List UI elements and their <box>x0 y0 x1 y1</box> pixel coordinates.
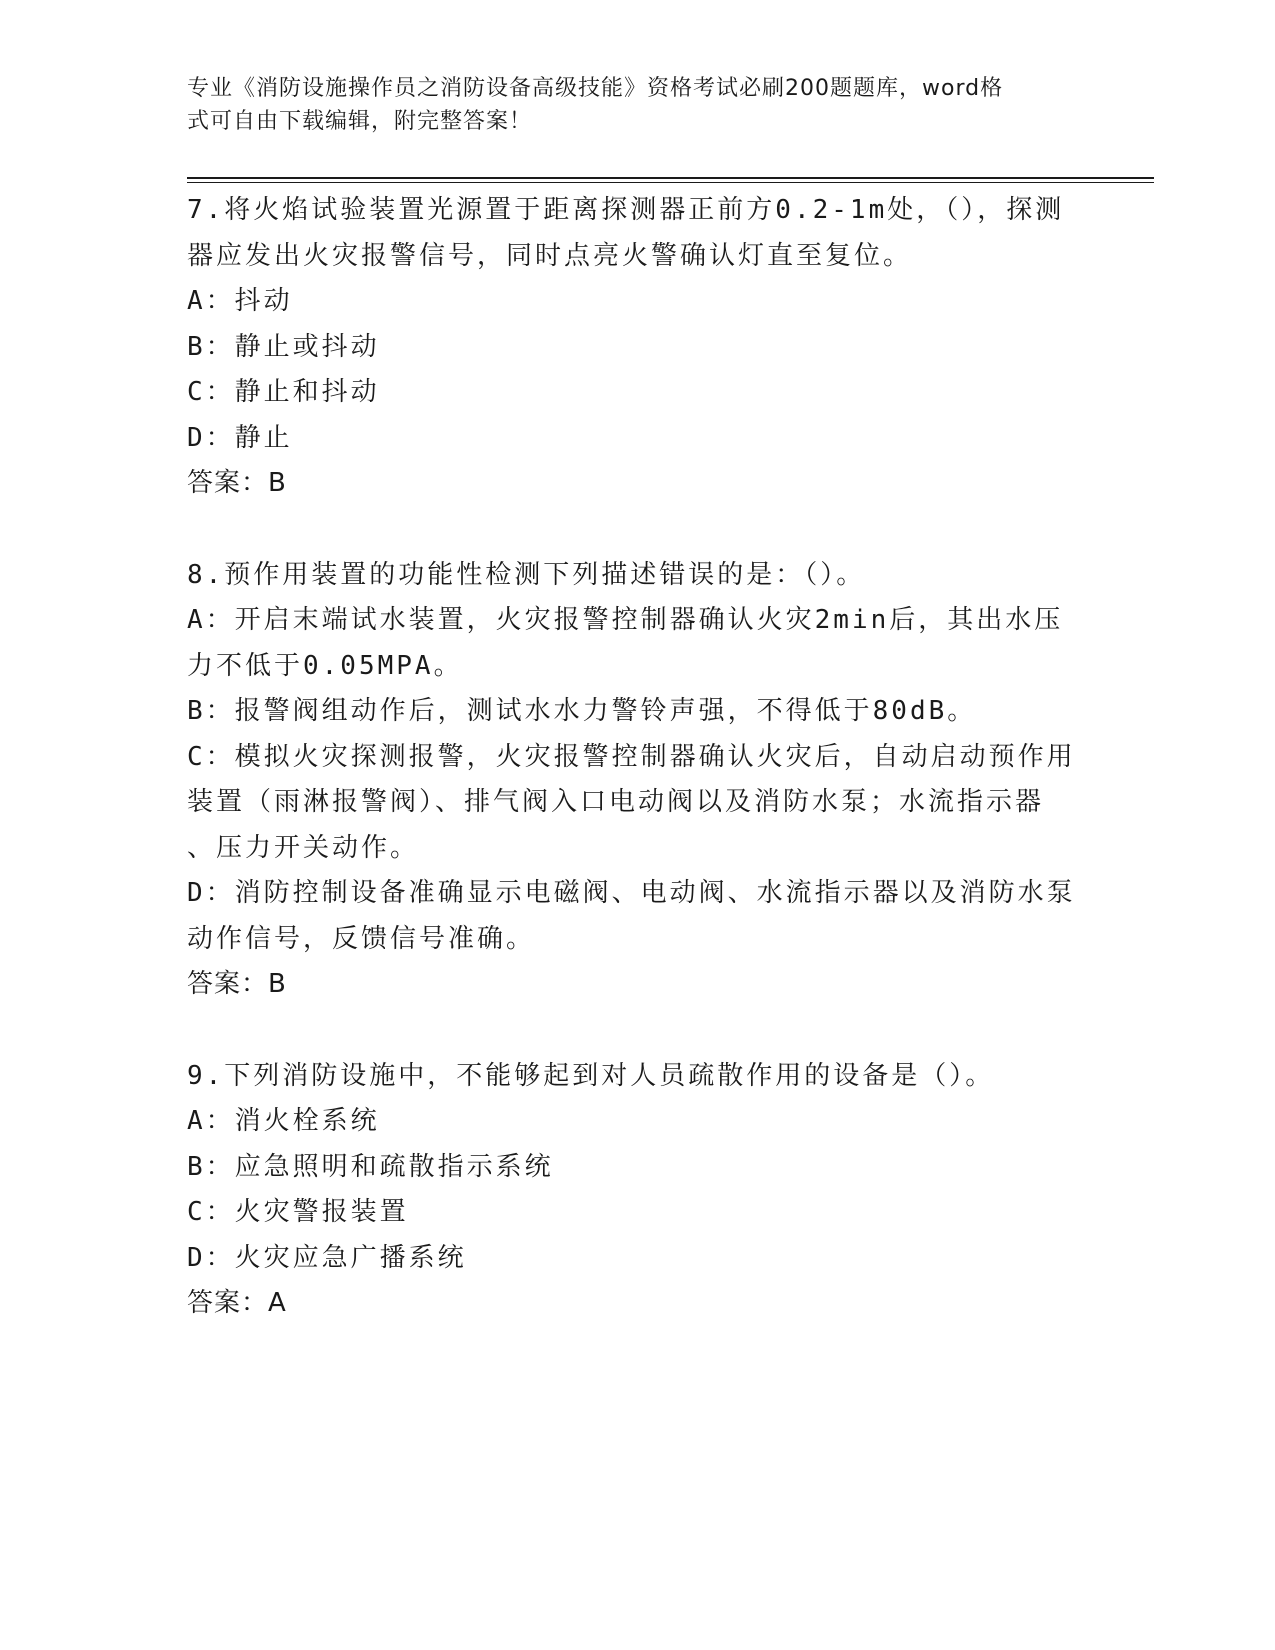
option-c-continued: 、压力开关动作。 <box>187 832 420 863</box>
question-stem-line: 器应发出火灾报警信号，同时点亮火警确认灯直至复位。 <box>187 240 913 271</box>
option-d: D：静止 <box>187 422 293 453</box>
option-b: B：应急照明和疏散指示系统 <box>187 1151 554 1182</box>
question-stem-line: 7.将火焰试验装置光源置于距离探测器正前方0.2-1m处，（），探测 <box>187 195 1065 225</box>
header-divider-thick <box>187 177 1154 179</box>
option-d: D：消防控制设备准确显示电磁阀、电动阀、水流指示器以及消防水泵 <box>187 878 1076 908</box>
option-b: B：静止或抖动 <box>187 331 380 362</box>
header-divider-thin <box>187 182 1154 183</box>
header-line-2: 式可自由下载编辑，附完整答案！ <box>187 109 533 134</box>
answer-line: 答案：B <box>187 468 287 498</box>
option-a: A：抖动 <box>187 286 293 316</box>
option-c: C：模拟火灾探测报警，火灾报警控制器确认火灾后，自动启动预作用 <box>187 741 1076 772</box>
option-a: A：消火栓系统 <box>187 1106 380 1136</box>
document-header <box>187 72 1067 138</box>
question-9 <box>187 1054 1087 1327</box>
option-a: A：开启末端试水装置，火灾报警控制器确认火灾2min后，其出水压 <box>187 605 1064 635</box>
question-list <box>187 188 1087 1373</box>
option-a-continued: 力不低于0.05MPA。 <box>187 650 463 681</box>
option-c-continued: 装置（雨淋报警阀）、排气阀入口电动阀以及消防水泵；水流指示器 <box>187 787 1045 817</box>
option-b: B：报警阀组动作后，测试水水力警铃声强，不得低于80dB。 <box>187 696 977 726</box>
question-stem-line: 8.预作用装置的功能性检测下列描述错误的是：（）。 <box>187 559 866 590</box>
question-8 <box>187 553 1087 1008</box>
answer-line: 答案：B <box>187 969 287 999</box>
header-line-1: 专业《消防设施操作员之消防设备高级技能》资格考试必刷200题题库，word格 <box>187 76 1004 101</box>
option-c: C：静止和抖动 <box>187 377 380 407</box>
question-7 <box>187 188 1087 507</box>
option-c: C：火灾警报装置 <box>187 1197 409 1227</box>
answer-line: 答案：A <box>187 1288 287 1318</box>
question-stem-line: 9.下列消防设施中，不能够起到对人员疏散作用的设备是（）。 <box>187 1060 995 1091</box>
option-d: D：火灾应急广播系统 <box>187 1242 467 1273</box>
option-d-continued: 动作信号，反馈信号准确。 <box>187 923 536 954</box>
